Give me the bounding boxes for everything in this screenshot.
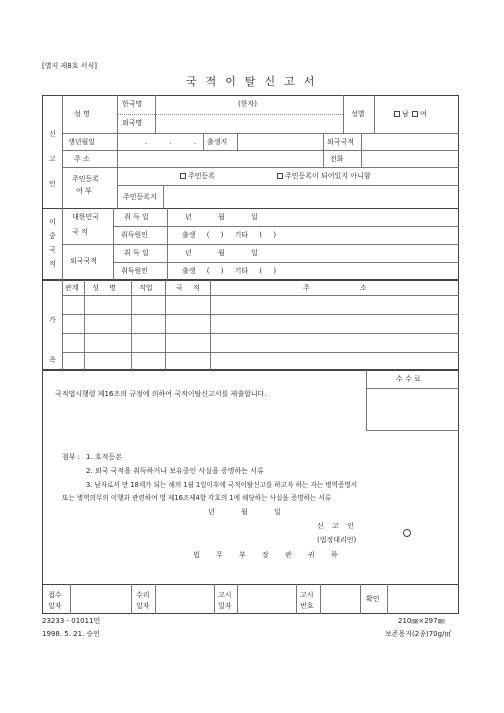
family-row[interactable]: [63, 353, 458, 369]
registration-label-1: 주민등록: [72, 175, 100, 183]
family-row[interactable]: [63, 334, 458, 351]
korean-name-field[interactable]: [156, 96, 342, 113]
family-header-address: 주 소: [303, 284, 367, 292]
male-label: 남: [402, 110, 409, 118]
family-header-name: 성 명: [92, 284, 116, 292]
birthplace-label: 출생지: [207, 138, 228, 146]
sign-date[interactable]: 년 월 일: [208, 508, 281, 516]
address-label: 주 소: [74, 155, 90, 163]
birth-label: 생년월일: [68, 138, 96, 146]
foreign-nationality-group-label: 외국국적: [70, 257, 98, 265]
accepted-date-label: 수리 일자: [136, 591, 150, 610]
family-section-label: 가 족: [49, 316, 56, 364]
footer-size: 210㎜×297㎜: [398, 617, 445, 625]
dual-nationality-label: 이 중 국 적: [49, 218, 56, 268]
fee-stamp-box: [367, 389, 458, 429]
attachment-item-1: 1. 호적등본: [86, 453, 122, 461]
processing-section: [42, 584, 459, 614]
received-date-label: 접수 일자: [48, 591, 62, 610]
registration-label-2: 여 부: [76, 187, 92, 195]
registration-option-1: 주민등록: [180, 173, 215, 180]
kr-acquired-reason-label: 취득원인: [121, 231, 149, 239]
male-checkbox[interactable]: [394, 111, 400, 117]
family-row[interactable]: [63, 315, 458, 332]
family-header-nationality: 국 적: [176, 284, 200, 292]
page-title: 국적이탈신고서: [186, 75, 324, 88]
footer-code: 23233 - 01011민: [42, 617, 101, 625]
recipient-label: 법 무 부 장 관 귀 하: [193, 551, 338, 559]
attachments-prefix: 첨부 :: [62, 453, 81, 461]
footer-paper: 보존용지(2종)70g/㎡: [385, 630, 452, 638]
sex-label: 성별: [351, 110, 365, 118]
registration-option-2: 주민등록이 되어있지 아니함: [277, 173, 371, 180]
foreign-nationality-label: 외국국적: [327, 138, 355, 146]
registered-checkbox[interactable]: [180, 173, 186, 179]
address-field[interactable]: [118, 151, 322, 166]
foreign-acquired-date-field[interactable]: 년 월 일: [185, 249, 258, 257]
registration-place-field[interactable]: [164, 186, 458, 208]
kr-acquired-date-field[interactable]: 년 월 일: [185, 213, 258, 221]
confirm-label: 확인: [366, 595, 380, 603]
kr-acquired-date-label: 취 득 일: [124, 213, 149, 221]
hanja-label: (한자): [238, 100, 257, 108]
declaration-text: 국적법시행령 제16조의 규정에 의하여 국적이탈신고서를 제출합니다.: [55, 390, 267, 398]
korean-name-label: 한국명: [122, 100, 143, 108]
foreign-name-field[interactable]: [156, 115, 342, 132]
not-registered-checkbox[interactable]: [277, 173, 283, 179]
foreign-acquired-reason-field[interactable]: 출생 ( ) 기타 ( ): [182, 267, 277, 275]
female-label: 여: [420, 110, 427, 118]
foreign-acquired-date-label: 취 득 일: [124, 249, 149, 257]
attachment-item-2: 2. 외국 국적을 취득하거나 보유중인 사실을 증명하는 서류: [86, 467, 264, 475]
legal-representative-label: (법정대리인): [317, 536, 357, 544]
notice-date-label: 고시 일자: [218, 591, 232, 610]
attachment-item-3-cont: 또는 병역의무의 이행과 관련하여 영 제16조제4항 각호의 1에 해당하는 사실을 증명하는 서류: [62, 494, 332, 502]
family-header-job: 직업: [139, 284, 153, 292]
phone-label: 전화: [330, 155, 344, 163]
korean-nationality-label-2: 국 적: [72, 228, 88, 236]
birth-field[interactable]: . . .: [145, 138, 207, 146]
foreign-name-label: 외국명: [122, 119, 143, 127]
sex-options: [394, 111, 427, 118]
family-row[interactable]: [63, 296, 458, 313]
korean-nationality-label-1: 대한민국: [72, 213, 100, 221]
footer-approved: 1998. 5. 21. 승인: [42, 630, 101, 638]
applicant-section-label: 신 고 인: [49, 130, 56, 188]
kr-acquired-reason-field[interactable]: 출생 ( ) 기타 ( ): [182, 231, 277, 239]
family-header-relation: 관계: [65, 284, 79, 292]
registration-place-label: 주민등록지: [123, 193, 157, 201]
fee-label: 수 수 료: [396, 375, 421, 383]
seal-mark-icon: [403, 529, 411, 537]
applicant-sign-label: 신 고 인: [317, 522, 354, 530]
form-label: [별지 제8호 서식]: [42, 62, 97, 70]
notice-number-label: 고시 번호: [300, 591, 314, 610]
foreign-acquired-reason-label: 취득원인: [121, 267, 149, 275]
female-checkbox[interactable]: [412, 111, 418, 117]
name-label: 성 명: [74, 110, 90, 118]
attachment-item-3: 3. 남자로서 만 18세가 되는 해의 1월 1일이후에 국적이탈신고를 하고자 하는 자는 병역증명서: [86, 481, 358, 489]
